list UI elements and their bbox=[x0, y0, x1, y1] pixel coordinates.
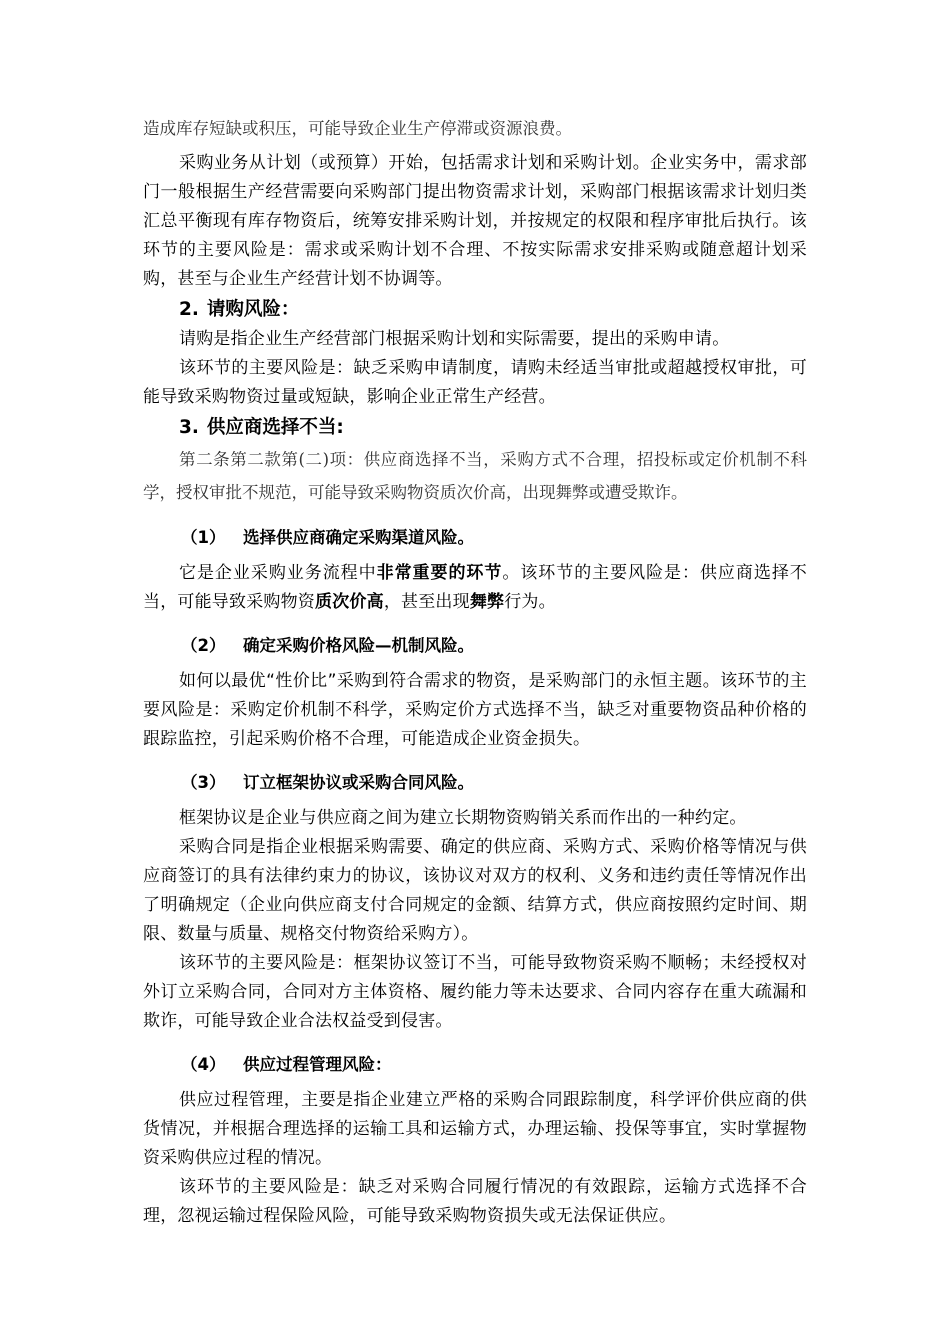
paragraph-purchase-contract: 采购合同是指企业根据采购需要、确定的供应商、采购方式、采购价格等情况与供应商签订的具有法律约束力的协议，该协议对双方的权利、义务和违约责任等情况作出了明确规定（企业向供应商支付合同规定的金额、结算方式，供应商按照约定时间、期限、数量与质量、规格交付物资给采购方）。 bbox=[143, 837, 807, 944]
subsection-title: 供应过程管理风险： bbox=[243, 1055, 392, 1074]
section-number: 3. bbox=[179, 417, 199, 438]
text-run: 行为。 bbox=[504, 592, 556, 612]
subsection-title: 选择供应商确定采购渠道风险。 bbox=[243, 528, 474, 547]
paragraph-supply-process: 供应过程管理，主要是指企业建立严格的采购合同跟踪制度，科学评价供应商的供货情况，并根据合理选择的运输工具和运输方式，办理运输、投保等事宜，实时掌握物资采购供应过程的情况。 bbox=[143, 1090, 807, 1168]
subsection-heading-4 bbox=[143, 1050, 807, 1080]
continuation-line: 造成库存短缺或积压，可能导致企业生产停滞或资源浪费。 bbox=[143, 119, 572, 138]
text-run: ，甚至出现 bbox=[383, 592, 470, 612]
paragraph-framework-agreement: 框架协议是企业与供应商之间为建立长期物资购销关系而作出的一种约定。 bbox=[179, 808, 747, 828]
subsection-heading-1 bbox=[143, 523, 807, 553]
emphasis-text: 非常重要的环节 bbox=[376, 563, 503, 583]
section-title: 请购风险： bbox=[206, 299, 300, 320]
section-heading-requisition bbox=[143, 295, 807, 325]
emphasis-text: 舞弊 bbox=[469, 592, 505, 612]
paragraph-supplier-channel-risk bbox=[143, 559, 807, 617]
section-title: 供应商选择不当: bbox=[206, 417, 344, 438]
paragraph-requisition-risk: 该环节的主要风险是：缺乏采购申请制度，请购未经适当审批或超越授权审批，可能导致采购物资过量或短缺，影响企业正常生产经营。 bbox=[143, 358, 807, 407]
section-heading-supplier bbox=[143, 413, 807, 443]
paragraph-requisition-definition: 请购是指企业生产经营部门根据采购计划和实际需要，提出的采购申请。 bbox=[179, 329, 730, 349]
subsection-title: 订立框架协议或采购合同风险。 bbox=[243, 773, 474, 792]
emphasis-text: 质次价高 bbox=[315, 592, 384, 612]
subsection-number: （1） bbox=[181, 528, 226, 547]
subsection-heading-2 bbox=[143, 631, 807, 661]
text-run: 它是企业采购业务流程中 bbox=[179, 563, 377, 583]
paragraph-regulation-clause: 第二条第二款第(二)项：供应商选择不当，采购方式不合理，招投标或定价机制不科学，授权审批不规范，可能导致采购物资质次价高，出现舞弊或遭受欺诈。 bbox=[143, 450, 807, 502]
subsection-title: 确定采购价格风险—机制风险。 bbox=[243, 636, 474, 655]
paragraph-contract-risk: 该环节的主要风险是：框架协议签订不当，可能导致物资采购不顺畅；未经授权对外订立采购合同，合同对方主体资格、履约能力等未达要求、合同内容存在重大疏漏和欺诈，可能导致企业合法权益受到侵害。 bbox=[143, 953, 807, 1031]
text-run: 。该环节的主要风险是：供应商选择不当，可能导致采购物资 bbox=[143, 563, 807, 612]
section-number: 2. bbox=[179, 299, 199, 320]
paragraph-supply-risk: 该环节的主要风险是：缺乏对采购合同履行情况的有效跟踪，运输方式选择不合理，忽视运输过程保险风险，可能导致采购物资损失或无法保证供应。 bbox=[143, 1177, 807, 1226]
subsection-heading-3 bbox=[143, 768, 807, 798]
subsection-number: （4） bbox=[181, 1055, 226, 1074]
subsection-number: （3） bbox=[181, 773, 226, 792]
paragraph-pricing-risk: 如何以最优“性价比”采购到符合需求的物资，是采购部门的永恒主题。该环节的主要风险是：采购定价机制不科学，采购定价方式选择不当，缺乏对重要物资品种价格的跟踪监控，引起采购价格不合理，可能造成企业资金损失。 bbox=[143, 671, 807, 749]
subsection-number: （2） bbox=[181, 636, 226, 655]
paragraph-procurement-plan: 采购业务从计划（或预算）开始，包括需求计划和采购计划。企业实务中，需求部门一般根据生产经营需要向采购部门提出物资需求计划，采购部门根据该需求计划归类汇总平衡现有库存物资后，统筹安排采购计划，并按规定的权限和程序审批后执行。该环节的主要风险是：需求或采购计划不合理、不按实际需求安排采购或随意超计划采购，甚至与企业生产经营计划不协调等。 bbox=[143, 153, 807, 289]
document-body bbox=[143, 112, 807, 1231]
